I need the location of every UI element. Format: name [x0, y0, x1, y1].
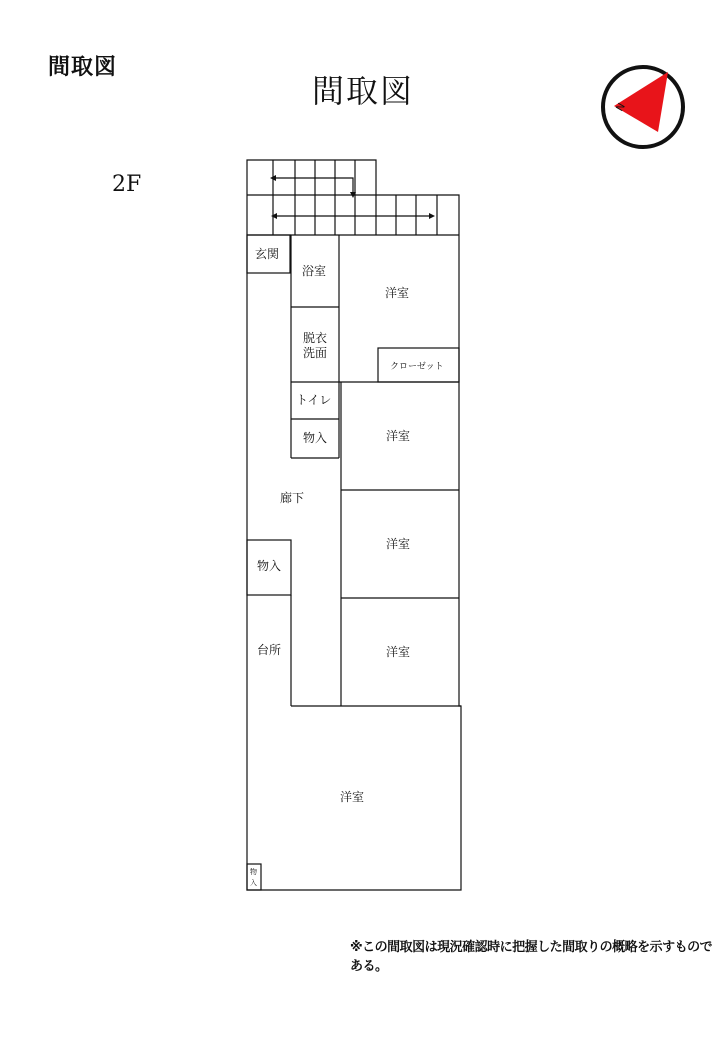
room-storage-upper: 物入	[303, 431, 328, 445]
footnote: ※この間取図は現況確認時に把握した間取りの概略を示すものである。	[350, 940, 713, 974]
room-closet: クローゼット	[390, 362, 444, 372]
room-western-1: 洋室	[385, 286, 410, 300]
compass-n-label: N	[614, 101, 628, 114]
room-western-3: 洋室	[386, 537, 411, 551]
room-western-4: 洋室	[386, 645, 411, 659]
room-entrance: 玄関	[255, 247, 280, 261]
page-title: 間取図	[312, 72, 415, 110]
room-labels	[250, 246, 444, 887]
room-western-2: 洋室	[386, 429, 411, 443]
floor-label: 2F	[112, 172, 142, 197]
room-western-large: 洋室	[340, 790, 365, 804]
corner-title: 間取図	[48, 55, 118, 80]
room-hallway: 廊下	[280, 491, 305, 505]
room-bath: 浴室	[302, 264, 327, 278]
room-dressing-line2: 洗面	[303, 346, 328, 360]
room-storage-small-line1: 物	[250, 868, 257, 876]
room-storage-small-line2: 入	[250, 879, 257, 887]
room-storage-middle: 物入	[257, 559, 282, 573]
room-kitchen: 台所	[257, 643, 282, 657]
room-dressing-line1: 脱衣	[303, 331, 328, 345]
room-toilet: トイレ	[296, 393, 332, 407]
stair-area	[247, 160, 459, 235]
